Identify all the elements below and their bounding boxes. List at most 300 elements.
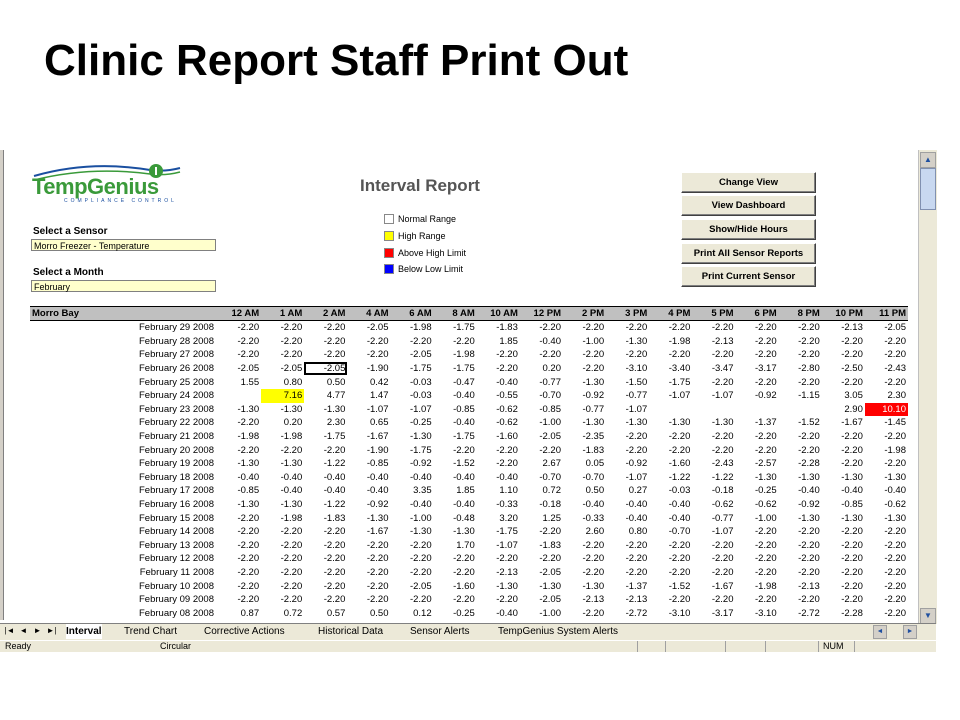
table-cell[interactable]: -0.92: [625, 458, 648, 470]
row-date[interactable]: February 27 2008: [139, 349, 214, 361]
table-cell[interactable]: -2.20: [754, 322, 777, 334]
table-cell[interactable]: 1.85: [499, 335, 518, 347]
table-cell[interactable]: -1.30: [323, 403, 346, 415]
table-cell[interactable]: -2.20: [625, 444, 648, 456]
table-cell[interactable]: -1.07: [366, 403, 389, 415]
table-cell[interactable]: -1.50: [625, 376, 648, 388]
table-cell[interactable]: -1.52: [668, 580, 691, 592]
table-cell[interactable]: 0.72: [283, 607, 303, 619]
table-cell[interactable]: -1.30: [884, 471, 906, 483]
table-cell[interactable]: 2.30: [887, 390, 906, 402]
table-cell[interactable]: -0.77: [711, 512, 734, 524]
table-cell[interactable]: 0.80: [628, 526, 648, 538]
row-date[interactable]: February 11 2008: [139, 566, 214, 578]
table-cell[interactable]: -1.07: [625, 403, 648, 415]
tab-corrective-actions[interactable]: Corrective Actions: [204, 626, 285, 637]
table-cell[interactable]: -2.20: [884, 349, 906, 361]
table-cell[interactable]: -2.20: [754, 349, 777, 361]
table-cell[interactable]: -1.90: [366, 444, 389, 456]
table-cell[interactable]: 2.90: [844, 403, 863, 415]
table-cell[interactable]: -2.13: [841, 322, 863, 334]
table-cell[interactable]: -0.33: [496, 499, 518, 511]
table-cell[interactable]: -2.20: [496, 363, 518, 375]
table-cell[interactable]: -0.03: [409, 376, 432, 388]
table-cell[interactable]: -1.30: [841, 471, 863, 483]
table-cell[interactable]: -2.20: [366, 566, 389, 578]
table-cell[interactable]: 2.30: [326, 417, 346, 429]
table-cell[interactable]: [649, 403, 692, 417]
table-cell[interactable]: -2.20: [884, 553, 906, 565]
table-cell[interactable]: -1.52: [453, 458, 475, 470]
table-cell[interactable]: -2.05: [884, 322, 906, 334]
table-cell[interactable]: -1.98: [280, 512, 303, 524]
table-cell[interactable]: -1.30: [280, 499, 303, 511]
row-date[interactable]: February 17 2008: [139, 485, 214, 497]
table-cell[interactable]: -2.20: [237, 594, 260, 606]
table-cell[interactable]: -2.20: [841, 526, 863, 538]
table-cell[interactable]: -0.40: [237, 471, 260, 483]
table-cell[interactable]: -2.20: [496, 349, 518, 361]
table-cell[interactable]: -1.30: [798, 512, 820, 524]
table-cell[interactable]: -2.20: [841, 376, 863, 388]
table-cell[interactable]: -2.20: [496, 458, 518, 470]
table-cell[interactable]: 0.50: [370, 607, 389, 619]
row-date[interactable]: February 24 2008: [139, 390, 214, 402]
table-cell[interactable]: -2.20: [754, 539, 777, 551]
table-cell[interactable]: -3.17: [754, 363, 777, 375]
table-cell[interactable]: -0.70: [582, 471, 605, 483]
table-cell[interactable]: -0.70: [668, 526, 691, 538]
table-cell[interactable]: -0.40: [841, 485, 863, 497]
table-cell[interactable]: 0.27: [628, 485, 648, 497]
table-cell[interactable]: -2.20: [237, 417, 260, 429]
table-cell[interactable]: -2.05: [409, 349, 432, 361]
month-select[interactable]: February: [31, 280, 216, 292]
table-cell[interactable]: -0.70: [539, 390, 561, 402]
table-cell[interactable]: -0.40: [409, 471, 432, 483]
table-cell[interactable]: -2.05: [304, 362, 347, 376]
table-cell[interactable]: -2.20: [280, 580, 303, 592]
table-cell[interactable]: -0.40: [453, 471, 475, 483]
table-cell[interactable]: -1.30: [754, 471, 777, 483]
table-cell[interactable]: -2.20: [711, 349, 734, 361]
row-date[interactable]: February 09 2008: [139, 594, 214, 606]
table-cell[interactable]: -1.07: [496, 539, 518, 551]
table-cell[interactable]: -2.20: [884, 607, 906, 619]
table-cell[interactable]: -1.98: [668, 335, 691, 347]
row-date[interactable]: February 16 2008: [139, 499, 214, 511]
table-cell[interactable]: -0.25: [453, 607, 475, 619]
table-cell[interactable]: -1.22: [711, 471, 734, 483]
table-cell[interactable]: -1.30: [625, 417, 648, 429]
table-cell[interactable]: -1.37: [754, 417, 777, 429]
table-cell[interactable]: -2.20: [841, 566, 863, 578]
table-cell[interactable]: -2.20: [798, 322, 820, 334]
table-cell[interactable]: -2.20: [323, 553, 346, 565]
table-cell[interactable]: -2.20: [237, 566, 260, 578]
show-hide-hours-button[interactable]: Show/Hide Hours: [681, 219, 816, 240]
row-date[interactable]: February 25 2008: [139, 376, 214, 388]
table-cell[interactable]: -1.67: [711, 580, 734, 592]
table-cell[interactable]: -2.20: [582, 322, 605, 334]
table-cell[interactable]: -1.30: [668, 417, 691, 429]
table-cell[interactable]: -2.20: [668, 322, 691, 334]
table-cell[interactable]: -2.20: [539, 444, 561, 456]
table-cell[interactable]: -2.72: [798, 607, 820, 619]
vertical-scrollbar[interactable]: [918, 150, 937, 624]
table-cell[interactable]: -2.20: [625, 539, 648, 551]
table-cell[interactable]: -2.20: [884, 431, 906, 443]
table-cell[interactable]: -1.30: [582, 417, 605, 429]
table-cell[interactable]: -1.30: [711, 417, 734, 429]
table-cell[interactable]: -2.20: [280, 526, 303, 538]
table-cell[interactable]: 1.85: [456, 485, 475, 497]
table-cell[interactable]: -0.40: [453, 417, 475, 429]
horizontal-scrollbar[interactable]: [873, 625, 917, 637]
row-date[interactable]: February 08 2008: [139, 607, 214, 619]
table-cell[interactable]: -2.20: [798, 444, 820, 456]
table-cell[interactable]: -1.30: [539, 580, 561, 592]
table-cell[interactable]: -2.20: [409, 566, 432, 578]
table-cell[interactable]: -1.30: [884, 512, 906, 524]
table-cell[interactable]: -0.25: [754, 485, 777, 497]
view-dashboard-button[interactable]: View Dashboard: [681, 195, 816, 216]
table-cell[interactable]: -1.75: [323, 431, 346, 443]
table-cell[interactable]: -2.20: [884, 580, 906, 592]
table-cell[interactable]: -2.20: [539, 553, 561, 565]
table-cell[interactable]: -2.20: [453, 566, 475, 578]
table-cell[interactable]: -0.40: [323, 471, 346, 483]
table-cell[interactable]: -2.20: [841, 580, 863, 592]
table-cell[interactable]: 10.10: [865, 403, 908, 417]
table-cell[interactable]: -2.20: [841, 553, 863, 565]
prev-sheet-icon[interactable]: ◄: [19, 626, 28, 635]
table-cell[interactable]: -3.17: [711, 607, 734, 619]
table-cell[interactable]: -1.00: [539, 417, 561, 429]
table-cell[interactable]: 0.57: [326, 607, 346, 619]
table-cell[interactable]: -3.10: [754, 607, 777, 619]
table-cell[interactable]: -1.45: [884, 417, 906, 429]
table-cell[interactable]: -2.05: [539, 594, 561, 606]
table-cell[interactable]: -2.20: [237, 526, 260, 538]
row-date[interactable]: February 15 2008: [139, 512, 214, 524]
table-cell[interactable]: -1.07: [668, 390, 691, 402]
table-cell[interactable]: -2.20: [366, 580, 389, 592]
table-cell[interactable]: -2.20: [798, 526, 820, 538]
tab-historical-data[interactable]: Historical Data: [318, 626, 384, 637]
table-cell[interactable]: -2.13: [798, 580, 820, 592]
table-cell[interactable]: -1.22: [323, 499, 346, 511]
table-cell[interactable]: -0.92: [409, 458, 432, 470]
table-cell[interactable]: -2.20: [582, 349, 605, 361]
table-cell[interactable]: -2.20: [711, 431, 734, 443]
table-cell[interactable]: -2.72: [625, 607, 648, 619]
table-cell[interactable]: -1.83: [496, 322, 518, 334]
table-cell[interactable]: -2.20: [496, 594, 518, 606]
table-cell[interactable]: -0.47: [453, 376, 475, 388]
table-cell[interactable]: -0.55: [496, 390, 518, 402]
print-all-sensor-reports-button[interactable]: Print All Sensor Reports: [681, 243, 816, 264]
table-cell[interactable]: 0.12: [413, 607, 432, 619]
table-cell[interactable]: -2.28: [798, 458, 820, 470]
table-cell[interactable]: -0.40: [280, 485, 303, 497]
table-cell[interactable]: -2.20: [409, 594, 432, 606]
row-date[interactable]: February 10 2008: [139, 580, 214, 592]
table-cell[interactable]: -2.20: [582, 363, 605, 375]
table-cell[interactable]: -2.20: [280, 539, 303, 551]
table-cell[interactable]: -0.77: [625, 390, 648, 402]
table-cell[interactable]: -1.60: [453, 580, 475, 592]
table-cell[interactable]: -1.98: [237, 431, 260, 443]
table-cell[interactable]: -1.22: [323, 458, 346, 470]
table-cell[interactable]: -2.20: [884, 335, 906, 347]
table-cell[interactable]: -3.40: [668, 363, 691, 375]
table-cell[interactable]: -2.20: [237, 322, 260, 334]
table-cell[interactable]: -0.40: [496, 471, 518, 483]
table-cell[interactable]: -0.40: [496, 376, 518, 388]
table-cell[interactable]: -1.75: [496, 526, 518, 538]
table-cell[interactable]: -1.00: [754, 512, 777, 524]
table-cell[interactable]: -2.20: [280, 566, 303, 578]
table-cell[interactable]: -2.20: [323, 594, 346, 606]
table-cell[interactable]: -2.20: [409, 539, 432, 551]
table-cell[interactable]: [779, 403, 822, 417]
table-cell[interactable]: -1.75: [453, 363, 475, 375]
row-date[interactable]: February 28 2008: [139, 335, 214, 347]
table-cell[interactable]: -2.20: [668, 594, 691, 606]
table-cell[interactable]: -2.20: [323, 580, 346, 592]
table-cell[interactable]: -3.10: [625, 363, 648, 375]
table-cell[interactable]: -0.92: [366, 499, 389, 511]
table-cell[interactable]: -2.20: [711, 376, 734, 388]
scroll-up-icon[interactable]: ▲: [920, 152, 936, 168]
table-cell[interactable]: -1.67: [841, 417, 863, 429]
table-cell[interactable]: -1.30: [237, 403, 260, 415]
table-cell[interactable]: -2.20: [323, 322, 346, 334]
table-cell[interactable]: -1.37: [625, 580, 648, 592]
row-date[interactable]: February 20 2008: [139, 444, 214, 456]
table-cell[interactable]: -2.20: [754, 335, 777, 347]
table-cell[interactable]: 0.50: [326, 376, 346, 388]
table-cell[interactable]: -0.40: [366, 471, 389, 483]
table-cell[interactable]: -0.25: [409, 417, 432, 429]
row-date[interactable]: February 14 2008: [139, 526, 214, 538]
table-cell[interactable]: -1.67: [366, 526, 389, 538]
table-cell[interactable]: -1.22: [668, 471, 691, 483]
table-cell[interactable]: -1.30: [496, 580, 518, 592]
table-cell[interactable]: -2.20: [711, 539, 734, 551]
table-cell[interactable]: -2.20: [798, 566, 820, 578]
table-cell[interactable]: -1.30: [841, 512, 863, 524]
table-cell[interactable]: -2.20: [754, 444, 777, 456]
table-cell[interactable]: -2.80: [798, 363, 820, 375]
table-cell[interactable]: -1.67: [366, 431, 389, 443]
table-cell[interactable]: -2.20: [280, 444, 303, 456]
table-cell[interactable]: -0.40: [496, 607, 518, 619]
table-cell[interactable]: -0.40: [668, 512, 691, 524]
table-cell[interactable]: 1.47: [370, 390, 389, 402]
table-cell[interactable]: -1.98: [884, 444, 906, 456]
table-cell[interactable]: -2.20: [323, 539, 346, 551]
table-cell[interactable]: -2.20: [409, 553, 432, 565]
table-cell[interactable]: -1.07: [625, 471, 648, 483]
table-cell[interactable]: 0.20: [542, 363, 561, 375]
table-cell[interactable]: -0.40: [453, 390, 475, 402]
table-cell[interactable]: 0.80: [283, 376, 303, 388]
table-cell[interactable]: -2.20: [841, 349, 863, 361]
table-cell[interactable]: -2.43: [711, 458, 734, 470]
table-cell[interactable]: -2.28: [841, 607, 863, 619]
table-cell[interactable]: -1.98: [409, 322, 432, 334]
table-cell[interactable]: -1.00: [409, 512, 432, 524]
table-cell[interactable]: -0.40: [884, 485, 906, 497]
row-date[interactable]: February 22 2008: [139, 417, 214, 429]
table-cell[interactable]: -2.20: [754, 553, 777, 565]
tab-sensor-alerts[interactable]: Sensor Alerts: [410, 626, 470, 637]
table-cell[interactable]: -2.20: [884, 458, 906, 470]
table-cell[interactable]: -0.85: [237, 485, 260, 497]
table-cell[interactable]: -2.20: [496, 444, 518, 456]
table-cell[interactable]: [218, 389, 261, 403]
table-cell[interactable]: -1.75: [668, 376, 691, 388]
table-cell[interactable]: -1.75: [453, 322, 475, 334]
table-cell[interactable]: -2.20: [323, 566, 346, 578]
table-cell[interactable]: -0.70: [539, 471, 561, 483]
row-date[interactable]: February 23 2008: [139, 403, 214, 415]
scroll-down-icon[interactable]: ▼: [920, 608, 936, 624]
table-cell[interactable]: -1.83: [323, 512, 346, 524]
table-cell[interactable]: -2.20: [711, 594, 734, 606]
table-cell[interactable]: -2.20: [668, 539, 691, 551]
table-cell[interactable]: 0.72: [542, 485, 561, 497]
table-cell[interactable]: 3.05: [844, 390, 863, 402]
table-cell[interactable]: -2.05: [366, 322, 389, 334]
table-cell[interactable]: -2.20: [280, 594, 303, 606]
table-cell[interactable]: -0.40: [582, 499, 605, 511]
table-cell[interactable]: 0.42: [370, 376, 389, 388]
table-cell[interactable]: -2.20: [366, 594, 389, 606]
table-cell[interactable]: -2.43: [884, 363, 906, 375]
table-cell[interactable]: -2.13: [496, 566, 518, 578]
table-cell[interactable]: -2.20: [668, 444, 691, 456]
table-cell[interactable]: -0.62: [496, 403, 518, 415]
table-cell[interactable]: -1.98: [453, 349, 475, 361]
table-cell[interactable]: -2.20: [237, 349, 260, 361]
table-cell[interactable]: -2.20: [711, 553, 734, 565]
table-cell[interactable]: 0.87: [240, 607, 260, 619]
change-view-button[interactable]: Change View: [681, 172, 816, 193]
table-cell[interactable]: -2.20: [582, 539, 605, 551]
table-cell[interactable]: -1.07: [711, 526, 734, 538]
table-cell[interactable]: -2.50: [841, 363, 863, 375]
table-cell[interactable]: -0.92: [798, 499, 820, 511]
table-cell[interactable]: -2.20: [323, 349, 346, 361]
table-cell[interactable]: -0.48: [453, 512, 475, 524]
scroll-thumb[interactable]: [920, 168, 936, 210]
scroll-right-icon[interactable]: ►: [903, 625, 917, 639]
table-cell[interactable]: -1.00: [582, 335, 605, 347]
table-cell[interactable]: -2.20: [668, 349, 691, 361]
tab-interval[interactable]: Interval: [66, 626, 102, 637]
table-cell[interactable]: 4.77: [326, 390, 346, 402]
table-cell[interactable]: -2.20: [841, 594, 863, 606]
row-date[interactable]: February 18 2008: [139, 471, 214, 483]
table-cell[interactable]: -2.20: [798, 431, 820, 443]
table-cell[interactable]: -2.20: [884, 376, 906, 388]
table-cell[interactable]: -2.57: [754, 458, 777, 470]
table-cell[interactable]: -1.60: [668, 458, 691, 470]
table-cell[interactable]: -2.20: [280, 349, 303, 361]
table-cell[interactable]: -1.15: [798, 390, 820, 402]
table-cell[interactable]: -1.30: [582, 580, 605, 592]
table-cell[interactable]: -2.20: [798, 553, 820, 565]
table-cell[interactable]: 0.65: [370, 417, 389, 429]
table-cell[interactable]: -2.20: [841, 335, 863, 347]
table-cell[interactable]: 2.67: [542, 458, 561, 470]
scroll-left-icon[interactable]: ◄: [873, 625, 887, 639]
table-cell[interactable]: -2.20: [237, 335, 260, 347]
table-cell[interactable]: 1.55: [240, 376, 260, 388]
table-cell[interactable]: [736, 403, 779, 417]
table-cell[interactable]: -0.40: [798, 485, 820, 497]
tab-trend-chart[interactable]: Trend Chart: [124, 626, 177, 637]
table-cell[interactable]: -1.07: [711, 390, 734, 402]
table-cell[interactable]: -0.92: [582, 390, 605, 402]
table-cell[interactable]: -1.30: [237, 458, 260, 470]
row-date[interactable]: February 26 2008: [139, 363, 214, 375]
table-cell[interactable]: -0.62: [884, 499, 906, 511]
table-cell[interactable]: -2.20: [754, 566, 777, 578]
table-cell[interactable]: -2.20: [453, 444, 475, 456]
table-cell[interactable]: -2.20: [280, 553, 303, 565]
table-cell[interactable]: -2.20: [841, 539, 863, 551]
tab-tempgenius-system-alerts[interactable]: TempGenius System Alerts: [498, 626, 619, 637]
table-cell[interactable]: -0.77: [539, 376, 561, 388]
table-cell[interactable]: -1.30: [453, 526, 475, 538]
table-cell[interactable]: -0.40: [280, 471, 303, 483]
table-cell[interactable]: -2.20: [496, 553, 518, 565]
table-cell[interactable]: -2.20: [539, 322, 561, 334]
table-cell[interactable]: -2.20: [237, 512, 260, 524]
table-cell[interactable]: -1.30: [280, 403, 303, 415]
table-cell[interactable]: -0.40: [539, 335, 561, 347]
table-cell[interactable]: [692, 403, 735, 417]
table-cell[interactable]: -2.20: [711, 322, 734, 334]
table-cell[interactable]: -2.20: [582, 607, 605, 619]
table-cell[interactable]: -2.20: [754, 376, 777, 388]
table-cell[interactable]: -1.52: [798, 417, 820, 429]
table-cell[interactable]: -2.20: [884, 594, 906, 606]
table-cell[interactable]: -2.20: [453, 335, 475, 347]
table-cell[interactable]: -2.20: [323, 335, 346, 347]
table-cell[interactable]: -2.20: [798, 594, 820, 606]
table-cell[interactable]: -0.62: [711, 499, 734, 511]
table-cell[interactable]: -0.85: [366, 458, 389, 470]
table-cell[interactable]: -2.20: [280, 335, 303, 347]
table-cell[interactable]: -2.05: [539, 431, 561, 443]
table-cell[interactable]: 0.05: [585, 458, 605, 470]
table-cell[interactable]: -2.20: [237, 444, 260, 456]
table-cell[interactable]: -2.20: [798, 349, 820, 361]
table-cell[interactable]: -2.20: [668, 553, 691, 565]
table-cell[interactable]: -2.20: [323, 444, 346, 456]
table-cell[interactable]: -0.62: [496, 417, 518, 429]
table-cell[interactable]: -3.10: [668, 607, 691, 619]
table-cell[interactable]: -2.20: [625, 431, 648, 443]
table-cell[interactable]: -2.20: [366, 335, 389, 347]
table-cell[interactable]: -1.30: [409, 526, 432, 538]
table-cell[interactable]: -2.20: [582, 553, 605, 565]
